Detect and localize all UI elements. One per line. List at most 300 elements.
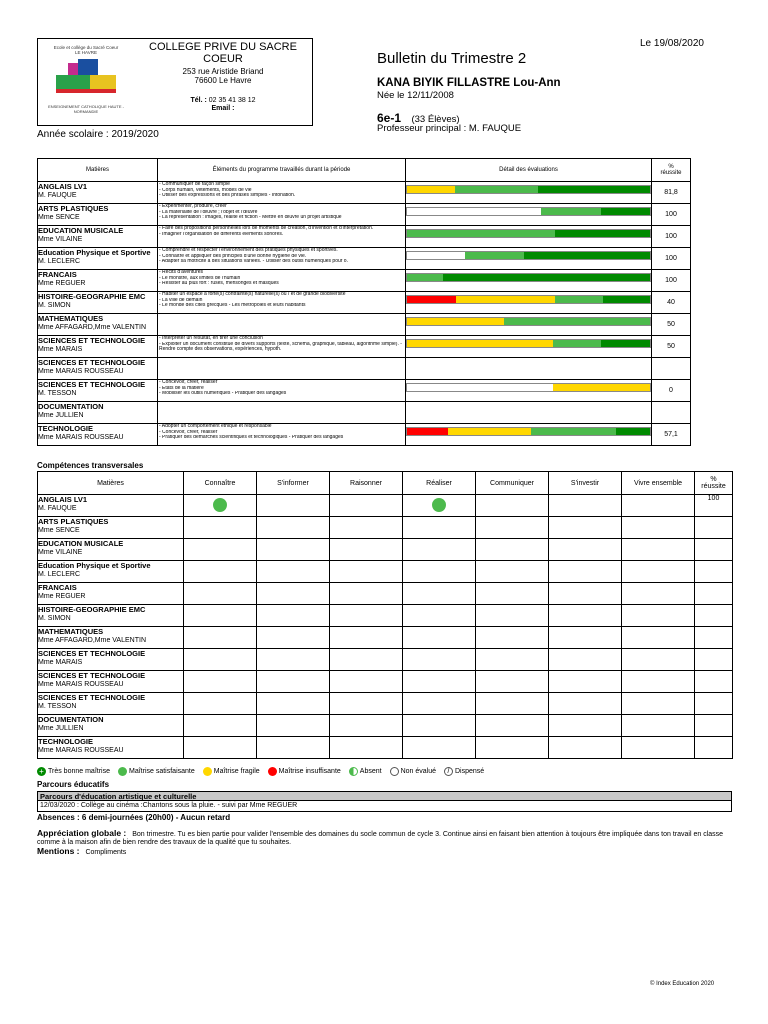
competence-cell xyxy=(184,517,257,539)
yellow-dot-icon xyxy=(203,767,212,776)
teacher-name: Mme MARAIS xyxy=(38,346,83,353)
header-details: Détail des évaluations xyxy=(406,159,652,182)
competence-cell xyxy=(330,561,403,583)
competence-cell xyxy=(330,737,403,759)
evaluation-bar xyxy=(406,251,651,260)
teacher-name: M. LECLERC xyxy=(38,258,81,265)
teacher-name: M. FAUQUE xyxy=(38,192,77,199)
evaluation-bar-segment xyxy=(455,186,538,193)
subject-name: HISTOIRE-GEOGRAPHIE EMC xyxy=(38,292,146,301)
competence-cell xyxy=(549,583,622,605)
competence-cell xyxy=(184,627,257,649)
evaluation-bar-segment xyxy=(601,340,650,347)
comp-success-pct xyxy=(695,517,733,539)
program-element: - Exploiter un document constitué de divers supports (texte, schéma, graphique, tableau, algorithme simple). - Rendre compte des observations, expériences, hypoth. xyxy=(159,341,402,352)
competence-cell xyxy=(184,671,257,693)
comp-success-pct xyxy=(695,737,733,759)
legend-label: Maîtrise satisfaisante xyxy=(129,768,195,775)
logo-text-bottom: ENSEIGNEMENT CATHOLIQUE HAUTE - NORMANDIE xyxy=(48,104,124,114)
copyright: © Index Education 2020 xyxy=(650,981,715,987)
evaluation-bar-segment xyxy=(407,186,455,193)
comp-success-pct xyxy=(695,671,733,693)
competence-cell xyxy=(257,605,330,627)
teacher-name: M. TESSON xyxy=(38,390,77,397)
competence-cell xyxy=(257,583,330,605)
competence-cell xyxy=(622,561,695,583)
competence-cell xyxy=(257,737,330,759)
comp-subject-cell xyxy=(38,583,184,605)
school-year: Année scolaire : 2019/2020 xyxy=(37,129,159,140)
teacher-name: Mme MARAIS ROUSSEAU xyxy=(38,368,124,375)
competence-cell xyxy=(622,627,695,649)
evaluation-row xyxy=(38,292,691,314)
subject-cell xyxy=(38,336,158,358)
evaluation-bar-segment xyxy=(504,318,650,325)
competence-row xyxy=(38,737,733,759)
school-logo xyxy=(42,45,130,119)
evaluation-bar-segment xyxy=(407,384,553,391)
subject-name: SCIENCES ET TECHNOLOGIE xyxy=(38,358,146,367)
competence-cell xyxy=(622,605,695,627)
competence-cell xyxy=(476,539,549,561)
evaluation-bar-segment xyxy=(407,318,504,325)
program-element: - États de la matière xyxy=(159,385,204,391)
competence-cell xyxy=(622,539,695,561)
subject-cell xyxy=(38,402,158,424)
evaluation-row xyxy=(38,358,691,380)
report-title: Bulletin du Trimestre 2 xyxy=(377,50,527,67)
legend-item xyxy=(268,767,341,776)
comp-header-realiser: Réaliser xyxy=(403,472,476,495)
legend-label: Maîtrise insuffisante xyxy=(278,768,341,775)
school-info-box xyxy=(37,38,313,126)
elements-cell xyxy=(158,336,406,358)
logo-text-top: Ecole et collège du Sacré Coeur xyxy=(53,45,119,50)
evaluation-bar-segment xyxy=(538,186,650,193)
legend-label: Maîtrise fragile xyxy=(213,768,260,775)
competence-cell xyxy=(330,671,403,693)
evaluation-bar xyxy=(406,185,651,194)
evaluation-detail-cell xyxy=(406,380,652,402)
comp-subject-cell xyxy=(38,649,184,671)
evaluation-bar-segment xyxy=(448,428,531,435)
program-element: - Pratiquer des démarches scientifiques et technologiques - Pratiquer des langages xyxy=(159,435,344,440)
competence-cell xyxy=(257,649,330,671)
elements-cell xyxy=(158,424,406,446)
evaluations-header-row xyxy=(38,159,691,182)
competence-cell xyxy=(476,583,549,605)
evaluation-row xyxy=(38,182,691,204)
competence-cell xyxy=(549,671,622,693)
program-element: - Corps humain, vêtements, modes de vie xyxy=(159,187,252,193)
competence-cell xyxy=(184,539,257,561)
competence-cell xyxy=(257,715,330,737)
comp-teacher-name: Mme MARAIS ROUSSEAU xyxy=(38,747,124,754)
red-dot-icon xyxy=(268,767,277,776)
competence-cell xyxy=(476,649,549,671)
comp-success-pct xyxy=(695,561,733,583)
program-element: - Comprendre et respecter l'environnement des pratiques physiques et sportives. xyxy=(159,248,338,253)
evaluation-row xyxy=(38,314,691,336)
comp-subject-cell xyxy=(38,693,184,715)
program-element: - Adapter sa motricité à des situations variées. - Utiliser des outils numériques pour o. xyxy=(159,259,348,264)
competence-cell xyxy=(257,627,330,649)
mentions-text: Compliments xyxy=(85,849,127,856)
comp-subject-cell xyxy=(38,561,184,583)
absent-icon xyxy=(349,767,358,776)
student-birth: Née le 12/11/2008 xyxy=(377,90,454,101)
header-subjects: Matières xyxy=(38,159,158,182)
subject-name: ARTS PLASTIQUES xyxy=(38,204,109,213)
teacher-name: Mme AFFAGARD,Mme VALENTIN xyxy=(38,324,146,331)
elements-cell xyxy=(158,182,406,204)
competence-cell xyxy=(184,495,257,517)
comp-header-sinformer: S'informer xyxy=(257,472,330,495)
evaluation-detail-cell xyxy=(406,248,652,270)
comp-teacher-name: M. TESSON xyxy=(38,703,77,710)
evaluations-table xyxy=(37,158,691,446)
competence-cell xyxy=(403,627,476,649)
competence-cell xyxy=(476,693,549,715)
subject-name: SCIENCES ET TECHNOLOGIE xyxy=(38,380,146,389)
evaluation-detail-cell xyxy=(406,336,652,358)
comp-header-subjects: Matières xyxy=(38,472,184,495)
subject-cell xyxy=(38,226,158,248)
comp-subject-name: ARTS PLASTIQUES xyxy=(38,517,109,526)
success-pct: 57,1 xyxy=(652,424,691,446)
competence-cell xyxy=(549,517,622,539)
comp-subject-cell xyxy=(38,517,184,539)
legend-item xyxy=(444,767,484,776)
appreciation-label: Appréciation globale : xyxy=(37,828,127,838)
competence-cell xyxy=(476,605,549,627)
competence-cell xyxy=(403,517,476,539)
comp-subject-name: EDUCATION MUSICALE xyxy=(38,539,124,548)
exempt-icon: / xyxy=(444,767,453,776)
absences: Absences : 6 demi-journées (20h00) - Aucun retard xyxy=(37,813,231,822)
teacher-name: M. SIMON xyxy=(38,302,71,309)
evaluation-row xyxy=(38,270,691,292)
mentions-label: Mentions : xyxy=(37,846,80,856)
success-pct: 40 xyxy=(652,292,691,314)
legend-label: Non évalué xyxy=(400,768,436,775)
program-element: - Le monde des cités grecques - Les métropoles et leurs habitants xyxy=(159,303,306,308)
success-pct: 100 xyxy=(652,204,691,226)
competence-cell xyxy=(257,671,330,693)
comp-success-pct xyxy=(695,715,733,737)
subject-name: MATHEMATIQUES xyxy=(38,314,104,323)
success-pct: 100 xyxy=(652,248,691,270)
competence-cell xyxy=(403,561,476,583)
competence-cell xyxy=(549,649,622,671)
parcours-entry: 12/03/2020 : Collège au cinéma :Chantons sous la pluie. - suivi par Mme REGUER xyxy=(37,801,732,812)
comp-header-connaitre: Connaître xyxy=(184,472,257,495)
evaluation-detail-cell xyxy=(406,314,652,336)
competence-cell xyxy=(330,605,403,627)
competences-title: Compétences transversales xyxy=(37,461,144,470)
comp-header-pct-label: réussite xyxy=(701,483,726,490)
evaluation-bar xyxy=(406,229,651,238)
evaluation-bar-segment xyxy=(407,230,555,237)
competence-row xyxy=(38,693,733,715)
tel-value: 02 35 41 38 12 xyxy=(208,97,256,104)
evaluation-bar xyxy=(406,273,651,282)
competence-cell xyxy=(403,649,476,671)
evaluation-bar-segment xyxy=(407,208,541,215)
evaluation-bar-segment xyxy=(541,208,602,215)
program-element: - Utiliser des expressions et des phrases simples - Intonation. xyxy=(159,193,296,198)
competence-cell xyxy=(403,495,476,517)
comp-subject-cell xyxy=(38,539,184,561)
competence-cell xyxy=(476,561,549,583)
comp-subject-name: Education Physique et Sportive xyxy=(38,561,151,570)
school-address-line1: 253 rue Aristide Briand xyxy=(182,67,264,76)
competence-cell xyxy=(622,671,695,693)
competence-cell xyxy=(330,627,403,649)
competence-cell xyxy=(622,737,695,759)
subject-name: TECHNOLOGIE xyxy=(38,424,94,433)
logo-graphic xyxy=(42,55,130,99)
tel-label: Tél. : xyxy=(190,97,207,104)
not-evaluated-icon xyxy=(390,767,399,776)
program-element: - Résister au plus fort : ruses, mensonges et masques xyxy=(159,281,279,286)
comp-teacher-name: Mme JULLIEN xyxy=(38,725,84,732)
competence-row xyxy=(38,539,733,561)
comp-success-pct xyxy=(695,649,733,671)
teacher-name: Mme MARAIS ROUSSEAU xyxy=(38,434,124,441)
subject-cell xyxy=(38,182,158,204)
competence-row xyxy=(38,583,733,605)
competence-cell xyxy=(476,715,549,737)
legend-item xyxy=(390,767,436,776)
elements-cell xyxy=(158,314,406,336)
email-label: Email : xyxy=(211,105,235,112)
evaluation-detail-cell xyxy=(406,182,652,204)
competence-cell xyxy=(184,605,257,627)
parcours-subtitle: Parcours d'éducation artistique et culturelle xyxy=(37,791,732,801)
competence-cell xyxy=(184,737,257,759)
competence-row xyxy=(38,605,733,627)
legend-label: Absent xyxy=(359,768,382,775)
evaluation-bar-segment xyxy=(555,230,650,237)
subject-cell xyxy=(38,270,158,292)
principal-teacher: Professeur principal : M. FAUQUE xyxy=(377,123,522,134)
comp-success-pct xyxy=(695,693,733,715)
evaluation-detail-cell xyxy=(406,226,652,248)
competence-cell xyxy=(476,517,549,539)
elements-cell xyxy=(158,226,406,248)
competence-cell xyxy=(330,715,403,737)
comp-teacher-name: Mme AFFAGARD,Mme VALENTIN xyxy=(38,637,146,644)
comp-header-sinvestir: S'investir xyxy=(549,472,622,495)
appreciation xyxy=(37,829,732,847)
comp-teacher-name: Mme VILAINE xyxy=(38,549,83,556)
evaluation-detail-cell xyxy=(406,204,652,226)
success-pct: 100 xyxy=(652,226,691,248)
comp-header-pct xyxy=(695,472,733,495)
competence-row xyxy=(38,715,733,737)
evaluation-detail-cell xyxy=(406,424,652,446)
competence-row xyxy=(38,561,733,583)
evaluation-bar-segment xyxy=(465,252,523,259)
competence-cell xyxy=(403,583,476,605)
competence-cell xyxy=(403,671,476,693)
evaluation-bar xyxy=(406,295,651,304)
header-pct xyxy=(652,159,691,182)
logo-text xyxy=(42,45,130,55)
competence-cell xyxy=(476,627,549,649)
program-element: - Le monstre, aux limites de l'humain xyxy=(159,275,241,281)
competence-cell xyxy=(330,517,403,539)
logo-text-city: LE HAVRE xyxy=(75,50,97,55)
evaluation-detail-cell xyxy=(406,292,652,314)
comp-teacher-name: Mme REGUER xyxy=(38,593,86,600)
school-address xyxy=(138,67,308,85)
competence-cell xyxy=(549,561,622,583)
competence-row xyxy=(38,495,733,517)
comp-teacher-name: M. FAUQUE xyxy=(38,505,77,512)
competence-cell xyxy=(184,583,257,605)
success-pct: 100 xyxy=(652,270,691,292)
comp-subject-name: ANGLAIS LV1 xyxy=(38,495,88,504)
teacher-name: Mme REGUER xyxy=(38,280,86,287)
program-element: - La ville de demain xyxy=(159,297,203,303)
competence-cell xyxy=(622,693,695,715)
legend-label: Dispensé xyxy=(455,768,485,775)
program-element: - Mobiliser les outils numériques - Pratiquer des langages xyxy=(159,391,287,396)
comp-subject-cell xyxy=(38,715,184,737)
success-pct xyxy=(652,402,691,424)
competence-cell xyxy=(184,693,257,715)
comp-success-pct xyxy=(695,627,733,649)
evaluation-bar xyxy=(406,207,651,216)
competence-cell xyxy=(330,693,403,715)
evaluation-row xyxy=(38,424,691,446)
legend-item xyxy=(37,767,110,776)
evaluation-detail-cell xyxy=(406,402,652,424)
program-element: - Connaître et appliquer des principes d'une bonne hygiène de vie. xyxy=(159,253,307,259)
evaluation-bar-segment xyxy=(407,340,553,347)
legend-item xyxy=(349,767,382,776)
program-element: - Communiquer de façon simple xyxy=(159,182,230,187)
comp-header-communiquer: Communiquer xyxy=(476,472,549,495)
competences-header-row xyxy=(38,472,733,495)
competence-cell xyxy=(403,715,476,737)
program-element: - La matérialité de l'œuvre ; l'objet et l'œuvre xyxy=(159,209,258,215)
competence-cell xyxy=(403,737,476,759)
comp-teacher-name: M. SIMON xyxy=(38,615,71,622)
competence-cell xyxy=(330,539,403,561)
competence-cell xyxy=(330,495,403,517)
evaluation-bar-segment xyxy=(407,274,443,281)
lightgreen-dot-icon xyxy=(118,767,127,776)
evaluation-bar-segment xyxy=(524,252,650,259)
competence-row xyxy=(38,649,733,671)
program-element: - La représentation : images, réalité et fiction - Mettre en œuvre un projet artistique xyxy=(159,215,342,220)
evaluation-bar-segment xyxy=(407,428,448,435)
program-element: - Adopter un comportement éthique et responsable xyxy=(159,424,272,429)
evaluation-bar-segment xyxy=(553,340,602,347)
class-name: 6e-1 xyxy=(377,111,402,125)
evaluation-row xyxy=(38,248,691,270)
competence-cell xyxy=(403,693,476,715)
school-contact xyxy=(138,97,308,113)
teacher-name: Mme SENCE xyxy=(38,214,80,221)
competence-cell xyxy=(257,539,330,561)
comp-subject-name: SCIENCES ET TECHNOLOGIE xyxy=(38,671,146,680)
program-element: - Concevoir, créer, réaliser xyxy=(159,380,218,385)
competence-cell xyxy=(184,649,257,671)
elements-cell xyxy=(158,270,406,292)
success-pct: 0 xyxy=(652,380,691,402)
competence-row xyxy=(38,517,733,539)
success-pct xyxy=(652,358,691,380)
class-count: (33 Élèves) xyxy=(411,114,460,125)
parcours-title: Parcours éducatifs xyxy=(37,780,110,789)
evaluation-bar-segment xyxy=(553,384,650,391)
subject-cell xyxy=(38,358,158,380)
evaluation-bar-segment xyxy=(616,428,650,435)
evaluation-bar xyxy=(406,339,651,348)
competence-cell xyxy=(184,715,257,737)
competence-cell xyxy=(257,561,330,583)
elements-cell xyxy=(158,204,406,226)
evaluation-bar-segment xyxy=(555,296,604,303)
elements-cell xyxy=(158,292,406,314)
program-element: - Concevoir, créer, réaliser xyxy=(159,429,218,435)
success-pct: 50 xyxy=(652,314,691,336)
comp-subject-name: MATHEMATIQUES xyxy=(38,627,104,636)
subject-name: FRANCAIS xyxy=(38,270,77,279)
comp-subject-cell xyxy=(38,495,184,517)
comp-header-vivre-ensemble: Vivre ensemble xyxy=(622,472,695,495)
competence-cell xyxy=(549,715,622,737)
competence-cell xyxy=(549,693,622,715)
evaluation-detail-cell xyxy=(406,358,652,380)
legend-label: Très bonne maîtrise xyxy=(48,768,110,775)
comp-teacher-name: M. LECLERC xyxy=(38,571,81,578)
program-element: - Imaginer l'organisation de différents éléments sonores. xyxy=(159,231,284,237)
comp-subject-name: SCIENCES ET TECHNOLOGIE xyxy=(38,649,146,658)
competences-table xyxy=(37,471,733,759)
competence-cell xyxy=(622,495,695,517)
teacher-name: Mme VILAINE xyxy=(38,236,83,243)
success-pct: 50 xyxy=(652,336,691,358)
school-name: COLLEGE PRIVE DU SACRE COEUR xyxy=(149,41,297,65)
comp-subject-name: TECHNOLOGIE xyxy=(38,737,94,746)
evaluation-row xyxy=(38,204,691,226)
comp-subject-name: SCIENCES ET TECHNOLOGIE xyxy=(38,693,146,702)
competence-cell xyxy=(184,561,257,583)
competence-cell xyxy=(330,583,403,605)
competence-level-dot xyxy=(213,498,227,512)
school-address-line2: 76600 Le Havre xyxy=(194,76,252,85)
competence-cell xyxy=(622,715,695,737)
comp-subject-cell xyxy=(38,627,184,649)
subject-cell xyxy=(38,314,158,336)
comp-success-pct xyxy=(695,583,733,605)
header-pct-label: réussite xyxy=(660,170,682,176)
legend xyxy=(37,767,492,776)
elements-cell xyxy=(158,380,406,402)
comp-subject-name: FRANCAIS xyxy=(38,583,77,592)
subject-cell xyxy=(38,248,158,270)
competence-level-dot xyxy=(432,498,446,512)
subject-name: EDUCATION MUSICALE xyxy=(38,226,124,235)
evaluation-bar-segment xyxy=(603,296,650,303)
competence-cell xyxy=(622,583,695,605)
plus-circle-icon: + xyxy=(37,767,46,776)
